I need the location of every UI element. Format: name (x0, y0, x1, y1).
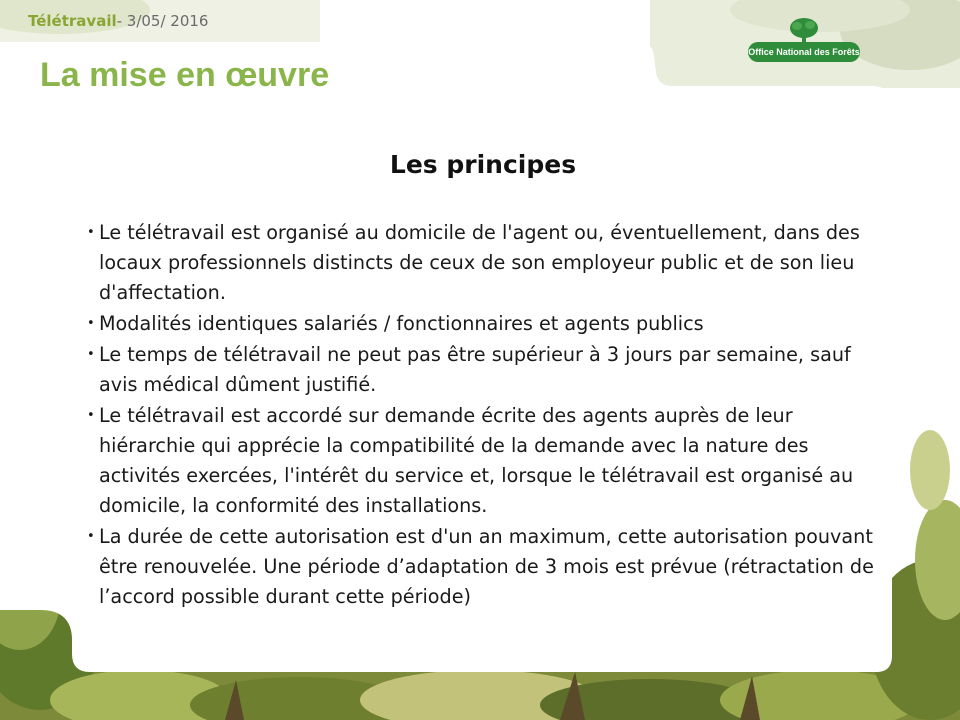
list-item (88, 218, 888, 308)
list-item-text: Le temps de télétravail ne peut pas être supérieur à 3 jours par semaine, sauf avis médical dûment justifié. (99, 343, 851, 396)
list-item (88, 340, 888, 400)
list-item-text: Le télétravail est organisé au domicile de l'agent ou, éventuellement, dans des locaux professionnels distincts de ceux de son employeur public et de son lieu d'affectation. (99, 221, 860, 304)
list-item-text: Le télétravail est accordé sur demande écrite des agents auprès de leur hiérarchie qui apprécie la compatibilité de la demande avec la nature des activités exercées, l'intérêt du service et, lorsque le télétravail est organisé au domicile, la conformité des installations. (99, 404, 854, 517)
list-item-text: Modalités identiques salariés / fonctionnaires et agents publics (99, 312, 704, 335)
page-title: La mise en œuvre (40, 56, 330, 94)
header-date: - 3/05/ 2016 (116, 12, 209, 30)
header-line (28, 12, 208, 30)
bullet-icon: • (87, 408, 95, 423)
onf-logo (748, 18, 860, 66)
logo-text: Office National des Forêts (748, 42, 860, 62)
bullet-icon: • (87, 225, 95, 240)
bullet-icon: • (87, 347, 95, 362)
bullet-icon: • (87, 316, 95, 331)
bullet-list (88, 218, 888, 613)
header-brand: Télétravail (28, 12, 117, 30)
list-item (88, 309, 888, 339)
list-item (88, 401, 888, 521)
list-item-text: La durée de cette autorisation est d'un an maximum, cette autorisation pouvant être renouvelée. Une période d’adaptation de 3 mois est prévue (rétractation de l’accord possible durant cette période) (99, 525, 874, 608)
section-subtitle: Les principes (389, 150, 577, 179)
list-item (88, 522, 888, 612)
bullet-icon: • (87, 529, 95, 544)
